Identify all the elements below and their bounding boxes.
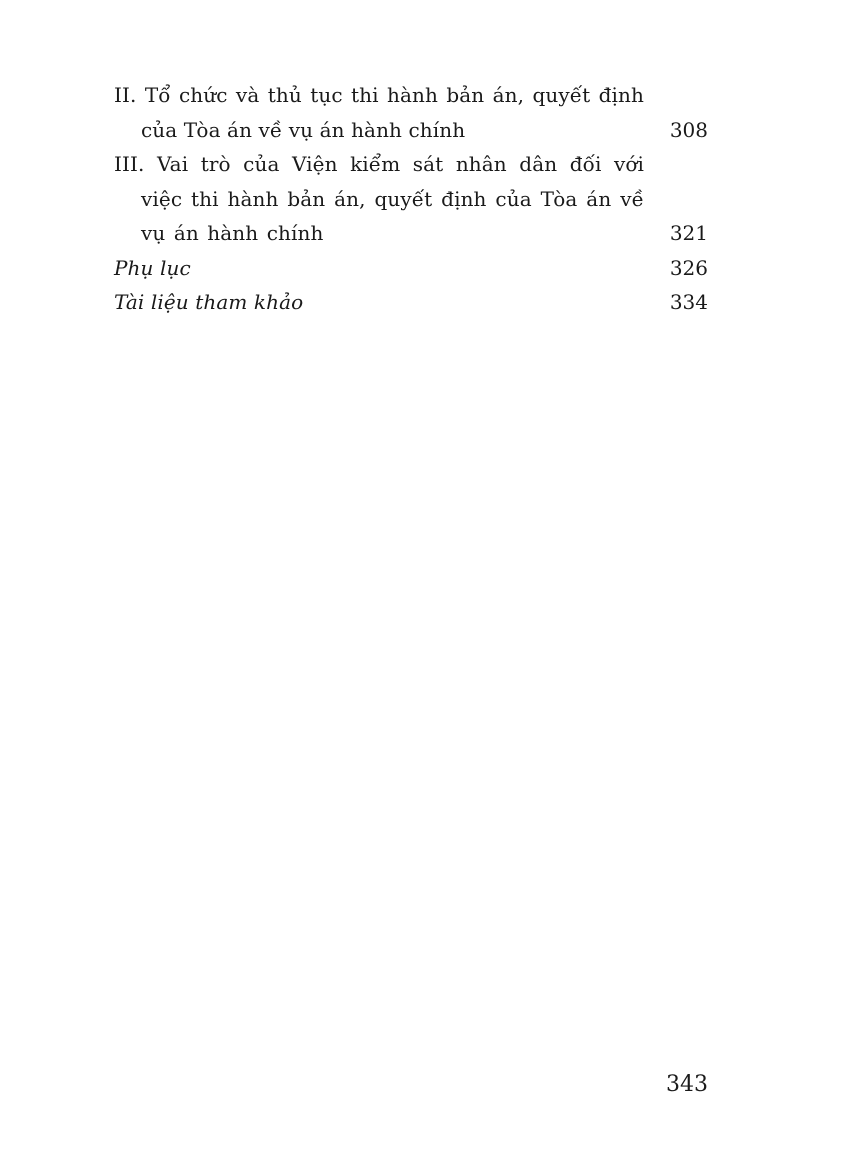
toc-entry-appendix[interactable] <box>114 251 708 286</box>
toc-entry-title: Phụ lục <box>114 255 191 280</box>
toc-entry-section-3[interactable] <box>114 147 708 251</box>
toc-entry-page-number: 334 <box>669 290 708 314</box>
toc-entry-title: Tài liệu tham khảo <box>114 290 304 314</box>
toc-entry-page-number: 321 <box>669 221 708 245</box>
toc-entry-section-2[interactable] <box>114 78 708 147</box>
toc-entry-page-number: 308 <box>669 117 708 142</box>
toc-entry-title: II. Tổ chức và thủ tục thi hành bản án, quyết định của Tòa án về vụ án hành chính <box>114 83 644 142</box>
toc-entry-references[interactable] <box>114 285 708 320</box>
page-number: 343 <box>666 1072 708 1097</box>
table-of-contents <box>114 78 708 320</box>
toc-entry-page-number: 326 <box>669 255 708 280</box>
toc-entry-title: III. Vai trò của Viện kiểm sát nhân dân đối với việc thi hành bản án, quyết định của Tòa án về vụ án hành chính <box>114 152 644 245</box>
